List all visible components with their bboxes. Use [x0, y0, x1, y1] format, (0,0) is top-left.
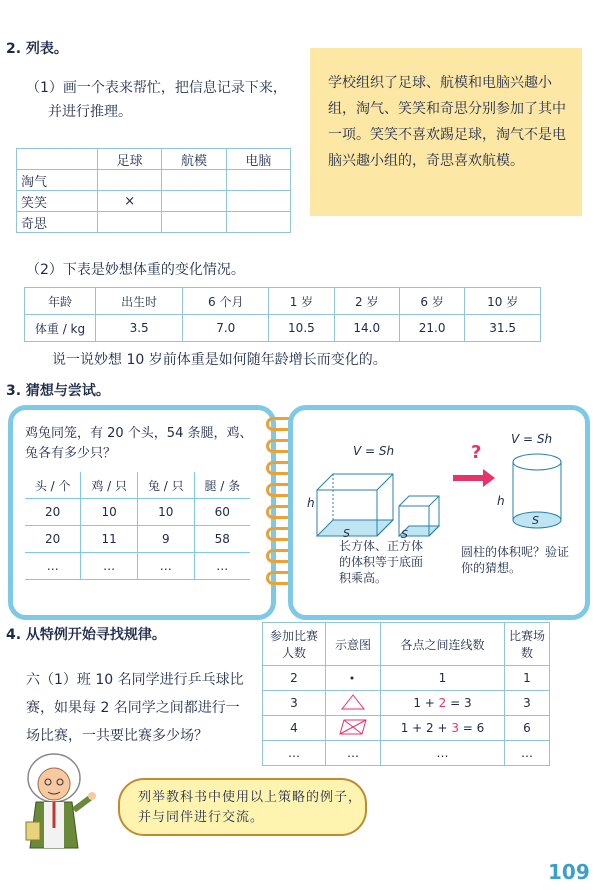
t4-lines: 1: [381, 666, 505, 691]
h-label-cylinder: h: [497, 494, 505, 508]
table-subject-grid: [16, 148, 291, 233]
t4-expr-red: 2: [438, 696, 447, 710]
teacher-illustration: [14, 750, 124, 850]
t3-cell: …: [81, 553, 138, 580]
table-chicken-rabbit: [25, 472, 250, 580]
arrow-right-icon: [453, 468, 497, 488]
question-mark: ?: [471, 442, 482, 463]
t4-n: 4: [263, 716, 326, 741]
t4-n: 2: [263, 666, 326, 691]
t2-weight: 14.0: [334, 315, 399, 342]
t1-cell: 淘气: [17, 170, 98, 191]
page-number: 109: [548, 860, 590, 884]
cuboid-cube-figure: [303, 460, 453, 540]
t2-weight: 3.5: [96, 315, 183, 342]
t2-age: 1 岁: [269, 288, 334, 315]
t3-h: 鸡 / 只: [81, 472, 138, 499]
t4-h: 比赛场数: [505, 623, 550, 666]
t1-cell: ×: [98, 191, 162, 212]
section-4-heading: 4. 从特例开始寻找规律。: [6, 627, 166, 643]
t1-h2: 航模: [162, 149, 226, 170]
t4-diagram-quad: [326, 716, 381, 741]
t2-weight: 10.5: [269, 315, 334, 342]
table-weight: [24, 287, 541, 342]
t1-h3: 电脑: [226, 149, 290, 170]
notebook-right-page: [288, 405, 590, 620]
t4-h: 各点之间连线数: [381, 623, 505, 666]
part1-text: （1）画一个表来帮忙，把信息记录下来，: [26, 80, 287, 96]
caption-cylinder: 圆柱的体积呢？验证你的猜想。: [461, 545, 570, 575]
t4-n: 3: [263, 691, 326, 716]
t3-cell: 10: [81, 499, 138, 526]
info-note: [310, 48, 582, 216]
h-label-cuboid: h: [307, 496, 315, 510]
section-2-heading: 2. 列表。: [6, 41, 68, 57]
t3-cell: 11: [81, 526, 138, 553]
t1-cell: [162, 212, 226, 233]
t4-games: …: [505, 741, 550, 766]
t4-games: 1: [505, 666, 550, 691]
t4-games: 6: [505, 716, 550, 741]
t2-age: 6 个月: [183, 288, 269, 315]
t4-expr-part: 1 + 2 +: [400, 721, 452, 735]
t4-games: 3: [505, 691, 550, 716]
t4-n: …: [263, 741, 326, 766]
t4-h: 参加比赛人数: [263, 623, 326, 666]
t3-cell: 58: [194, 526, 250, 553]
t1-cell: [226, 170, 290, 191]
t2-age: 出生时: [96, 288, 183, 315]
t3-cell: 20: [25, 499, 81, 526]
t3-cell: …: [137, 553, 194, 580]
t4-expr-part: = 6: [458, 721, 485, 735]
formula-cylinder: V = Sh: [511, 432, 553, 446]
cylinder-figure: [509, 450, 569, 540]
notebook-left-page: [8, 405, 276, 620]
t3-h: 兔 / 只: [137, 472, 194, 499]
caption-cuboid: 长方体、正方体的体积等于底面积乘高。: [339, 539, 424, 585]
t2-weight: 7.0: [183, 315, 269, 342]
section-3-heading: 3. 猜想与尝试。: [6, 383, 110, 399]
part2-text: （2）下表是妙想体重的变化情况。: [26, 262, 245, 278]
t4-expr-red: 3: [451, 721, 459, 735]
t3-cell: …: [194, 553, 250, 580]
t3-h: 头 / 个: [25, 472, 81, 499]
t2-weight: 体重 / kg: [25, 315, 96, 342]
part1-text-2: 并进行推理。: [48, 104, 132, 120]
t4-lines: …: [381, 741, 505, 766]
t4-h: 示意图: [326, 623, 381, 666]
pingpong-problem: 六（1）班 10 名同学进行乒乓球比赛，如果每 2 名同学之间都进行一场比赛，一共要比赛多少场？: [26, 672, 244, 744]
t4-lines: [381, 691, 505, 716]
t2-age: 年龄: [25, 288, 96, 315]
t2-age: 2 岁: [334, 288, 399, 315]
t1-cell: [162, 170, 226, 191]
t3-cell: 20: [25, 526, 81, 553]
s-label-cuboid: S: [343, 527, 350, 540]
t1-h0: [17, 149, 98, 170]
chicken-rabbit-problem: 鸡兔同笼，有 20 个头，54 条腿，鸡、兔各有多少只？: [25, 426, 253, 461]
t1-cell: [226, 191, 290, 212]
t4-diagram-2pts: [326, 666, 381, 691]
notebook: [8, 405, 593, 613]
t1-h1: 足球: [98, 149, 162, 170]
s-label-cylinder: S: [532, 514, 539, 527]
t4-diagram: …: [326, 741, 381, 766]
talk-prompt: 说一说妙想 10 岁前体重是如何随年龄增长而变化的。: [52, 352, 387, 368]
bubble-text: 列举教科书中使用以上策略的例子，并与同伴进行交流。: [138, 790, 363, 825]
t1-cell: [226, 212, 290, 233]
t4-expr-part: = 3: [446, 696, 472, 710]
speech-bubble: [118, 778, 367, 836]
t4-expr-part: 1 +: [413, 696, 439, 710]
formula-cuboid: V = Sh: [353, 444, 395, 458]
t3-h: 腿 / 条: [194, 472, 250, 499]
t3-cell: …: [25, 553, 81, 580]
s-label-cube: S: [401, 528, 408, 541]
t4-lines: [381, 716, 505, 741]
t2-age: 10 岁: [465, 288, 541, 315]
note-text: 学校组织了足球、航模和电脑兴趣小组，淘气、笑笑和奇思分别参加了其中一项。笑笑不喜欢踢足球，淘气不是电脑兴趣小组的，奇思喜欢航模。: [328, 75, 566, 169]
t1-cell: [162, 191, 226, 212]
t1-cell: 笑笑: [17, 191, 98, 212]
t3-cell: 9: [137, 526, 194, 553]
t3-cell: 10: [137, 499, 194, 526]
t2-age: 6 岁: [399, 288, 464, 315]
t3-cell: 60: [194, 499, 250, 526]
t4-diagram-triangle: [326, 691, 381, 716]
t1-cell: [98, 212, 162, 233]
t2-weight: 31.5: [465, 315, 541, 342]
t1-cell: 奇思: [17, 212, 98, 233]
t2-weight: 21.0: [399, 315, 464, 342]
table-matches: [262, 622, 550, 766]
t1-cell: [98, 170, 162, 191]
